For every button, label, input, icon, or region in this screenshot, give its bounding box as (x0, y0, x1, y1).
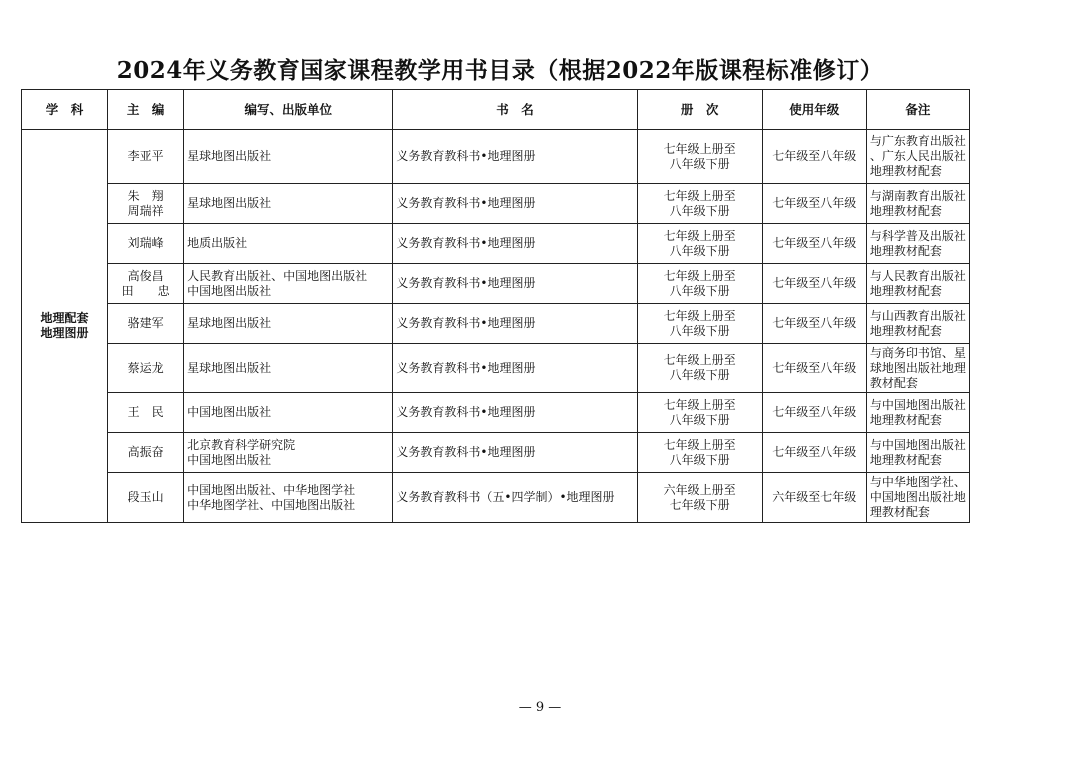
editor-cell-line: 高振奋 (127, 445, 164, 459)
subject-cell-line: 地理配套 (40, 311, 89, 325)
book-name-cell: 义务教育教科书（五•四学制）•地理图册 (393, 473, 637, 523)
publisher-cell-line: 星球地图出版社 (187, 316, 272, 330)
volume-cell (637, 224, 762, 264)
table-row (22, 304, 970, 344)
remark-cell-line: 与商务印书馆、星 (869, 345, 966, 360)
volume-cell-line: 七年级上册至 (663, 268, 736, 283)
remark-cell-line: 与中国地图出版社 (869, 397, 966, 412)
book-name-cell: 义务教育教科书•地理图册 (393, 130, 637, 184)
editor-cell-line: 王 民 (127, 405, 164, 419)
remark-cell-line: 地理教材配套 (869, 164, 942, 178)
book-name-cell: 义务教育教科书•地理图册 (393, 224, 637, 264)
document-title: 2024年义务教育国家课程教学用书目录（根据2022年版课程标准修订） (116, 57, 884, 84)
editor-cell-line: 骆建军 (127, 316, 164, 330)
remark-cell-line: 地理教材配套 (869, 452, 942, 467)
volume-cell-line: 七年级上册至 (663, 141, 736, 156)
remark-cell (866, 130, 969, 184)
remark-cell-line: 地理教材配套 (869, 412, 942, 427)
volume-cell (637, 433, 762, 473)
header-volume: 册 次 (637, 90, 762, 130)
editor-cell-line: 高俊昌 (127, 268, 164, 283)
editor-cell (108, 264, 184, 304)
publisher-cell (184, 433, 393, 473)
publisher-cell-line: 星球地图出版社 (187, 360, 272, 375)
remark-cell (866, 433, 969, 473)
volume-cell-line: 八年级下册 (669, 323, 730, 338)
publisher-cell (184, 224, 393, 264)
header-publisher: 编写、出版单位 (184, 90, 393, 130)
header-grade: 使用年级 (762, 90, 866, 130)
grade-cell: 六年级至七年级 (762, 473, 866, 523)
volume-cell-line: 七年级上册至 (663, 228, 736, 243)
table-row (22, 473, 970, 523)
grade-cell: 七年级至八年级 (762, 224, 866, 264)
grade-cell: 七年级至八年级 (762, 184, 866, 224)
remark-cell-line: 、广东人民出版社 (869, 149, 966, 163)
book-name-cell: 义务教育教科书•地理图册 (393, 304, 637, 344)
remark-cell-line: 与广东教育出版社 (869, 134, 966, 148)
grade-cell: 七年级至八年级 (762, 130, 866, 184)
publisher-cell-line: 人民教育出版社、中国地图出版社 (187, 268, 368, 283)
publisher-cell-line: 北京教育科学研究院 (187, 437, 296, 452)
remark-cell-line: 地理教材配套 (869, 283, 942, 298)
remark-cell-line: 教材配套 (869, 375, 918, 390)
remark-cell (866, 184, 969, 224)
header-subject: 学 科 (22, 90, 108, 130)
publisher-cell (184, 264, 393, 304)
header-remark: 备注 (866, 90, 969, 130)
volume-cell-line: 八年级下册 (669, 243, 730, 258)
table-row (22, 393, 970, 433)
remark-cell-line: 地理教材配套 (869, 323, 942, 338)
grade-cell: 七年级至八年级 (762, 433, 866, 473)
editor-cell-line: 段玉山 (127, 490, 164, 504)
remark-cell-line: 与湖南教育出版社 (869, 188, 966, 203)
editor-cell-line: 李亚平 (127, 149, 164, 163)
volume-cell (637, 130, 762, 184)
table-row (22, 433, 970, 473)
publisher-cell-line: 中国地图出版社 (187, 452, 272, 467)
editor-cell (108, 130, 184, 184)
book-name-cell: 义务教育教科书•地理图册 (393, 344, 637, 393)
remark-cell-line: 与中华地图学社、 (869, 475, 966, 489)
volume-cell-line: 八年级下册 (669, 283, 730, 298)
remark-cell-line: 与中国地图出版社 (869, 437, 966, 452)
publisher-cell (184, 130, 393, 184)
table-header (22, 90, 970, 130)
volume-cell-line: 七年级下册 (669, 497, 730, 512)
volume-cell (637, 473, 762, 523)
publisher-cell-line: 地质出版社 (187, 236, 248, 250)
remark-cell-line: 与科学普及出版社 (869, 228, 966, 243)
catalog-table (21, 89, 970, 523)
table-row (22, 344, 970, 393)
remark-cell (866, 344, 969, 393)
volume-cell-line: 八年级下册 (669, 203, 730, 218)
grade-cell: 七年级至八年级 (762, 264, 866, 304)
remark-cell (866, 264, 969, 304)
publisher-cell-line: 中国地图出版社、中华地图学社 (187, 482, 356, 497)
remark-cell-line: 地理教材配套 (869, 203, 942, 218)
book-name-cell: 义务教育教科书•地理图册 (393, 264, 637, 304)
volume-cell-line: 八年级下册 (669, 412, 730, 427)
editor-cell-line: 周瑞祥 (127, 203, 164, 218)
publisher-cell (184, 304, 393, 344)
book-name-cell: 义务教育教科书•地理图册 (393, 184, 637, 224)
publisher-cell (184, 184, 393, 224)
volume-cell-line: 七年级上册至 (663, 188, 736, 203)
volume-cell (637, 184, 762, 224)
grade-cell: 七年级至八年级 (762, 393, 866, 433)
subject-cell (22, 130, 108, 523)
remark-cell-line: 与人民教育出版社 (869, 268, 966, 283)
editor-cell (108, 304, 184, 344)
publisher-cell (184, 393, 393, 433)
publisher-cell-line: 中国地图出版社 (187, 283, 272, 298)
publisher-cell-line: 中国地图出版社 (187, 405, 272, 419)
volume-cell (637, 344, 762, 393)
publisher-cell-line: 星球地图出版社 (187, 196, 272, 210)
table-row (22, 130, 970, 184)
editor-cell (108, 344, 184, 393)
volume-cell-line: 七年级上册至 (663, 437, 736, 452)
grade-cell: 七年级至八年级 (762, 344, 866, 393)
editor-cell-line: 蔡运龙 (127, 360, 164, 375)
table-body (22, 130, 970, 523)
publisher-cell (184, 344, 393, 393)
volume-cell (637, 264, 762, 304)
volume-cell-line: 八年级下册 (669, 368, 730, 382)
volume-cell-line: 七年级上册至 (663, 308, 736, 323)
volume-cell-line: 八年级下册 (669, 452, 730, 467)
volume-cell (637, 304, 762, 344)
volume-cell (637, 393, 762, 433)
editor-cell (108, 224, 184, 264)
volume-cell-line: 七年级上册至 (663, 353, 736, 367)
grade-cell: 七年级至八年级 (762, 304, 866, 344)
volume-cell-line: 八年级下册 (669, 156, 730, 171)
book-name-cell: 义务教育教科书•地理图册 (393, 393, 637, 433)
publisher-cell-line: 星球地图出版社 (187, 149, 272, 163)
header-editor: 主 编 (108, 90, 184, 130)
book-name-cell: 义务教育教科书•地理图册 (393, 433, 637, 473)
remark-cell (866, 304, 969, 344)
volume-cell-line: 六年级上册至 (663, 482, 736, 497)
volume-cell-line: 七年级上册至 (663, 397, 736, 412)
remark-cell-line: 理教材配套 (869, 505, 930, 519)
table-row (22, 184, 970, 224)
editor-cell (108, 393, 184, 433)
remark-cell (866, 224, 969, 264)
remark-cell-line: 与山西教育出版社 (869, 308, 966, 323)
remark-cell-line: 中国地图出版社地 (869, 490, 966, 504)
table-row (22, 224, 970, 264)
editor-cell-line: 朱 翔 (127, 188, 164, 203)
publisher-cell (184, 473, 393, 523)
page-number: — 9 — (518, 700, 562, 715)
editor-cell-line: 刘瑞峰 (127, 236, 164, 250)
remark-cell (866, 473, 969, 523)
publisher-cell-line: 中华地图学社、中国地图出版社 (187, 497, 356, 512)
subject-cell-line: 地理图册 (40, 326, 89, 340)
remark-cell-line: 地理教材配套 (869, 243, 942, 258)
remark-cell (866, 393, 969, 433)
remark-cell-line: 球地图出版社地理 (869, 360, 966, 375)
table-row (22, 264, 970, 304)
editor-cell-line: 田 忠 (121, 283, 170, 298)
editor-cell (108, 433, 184, 473)
editor-cell (108, 184, 184, 224)
header-book-name: 书 名 (393, 90, 637, 130)
editor-cell (108, 473, 184, 523)
